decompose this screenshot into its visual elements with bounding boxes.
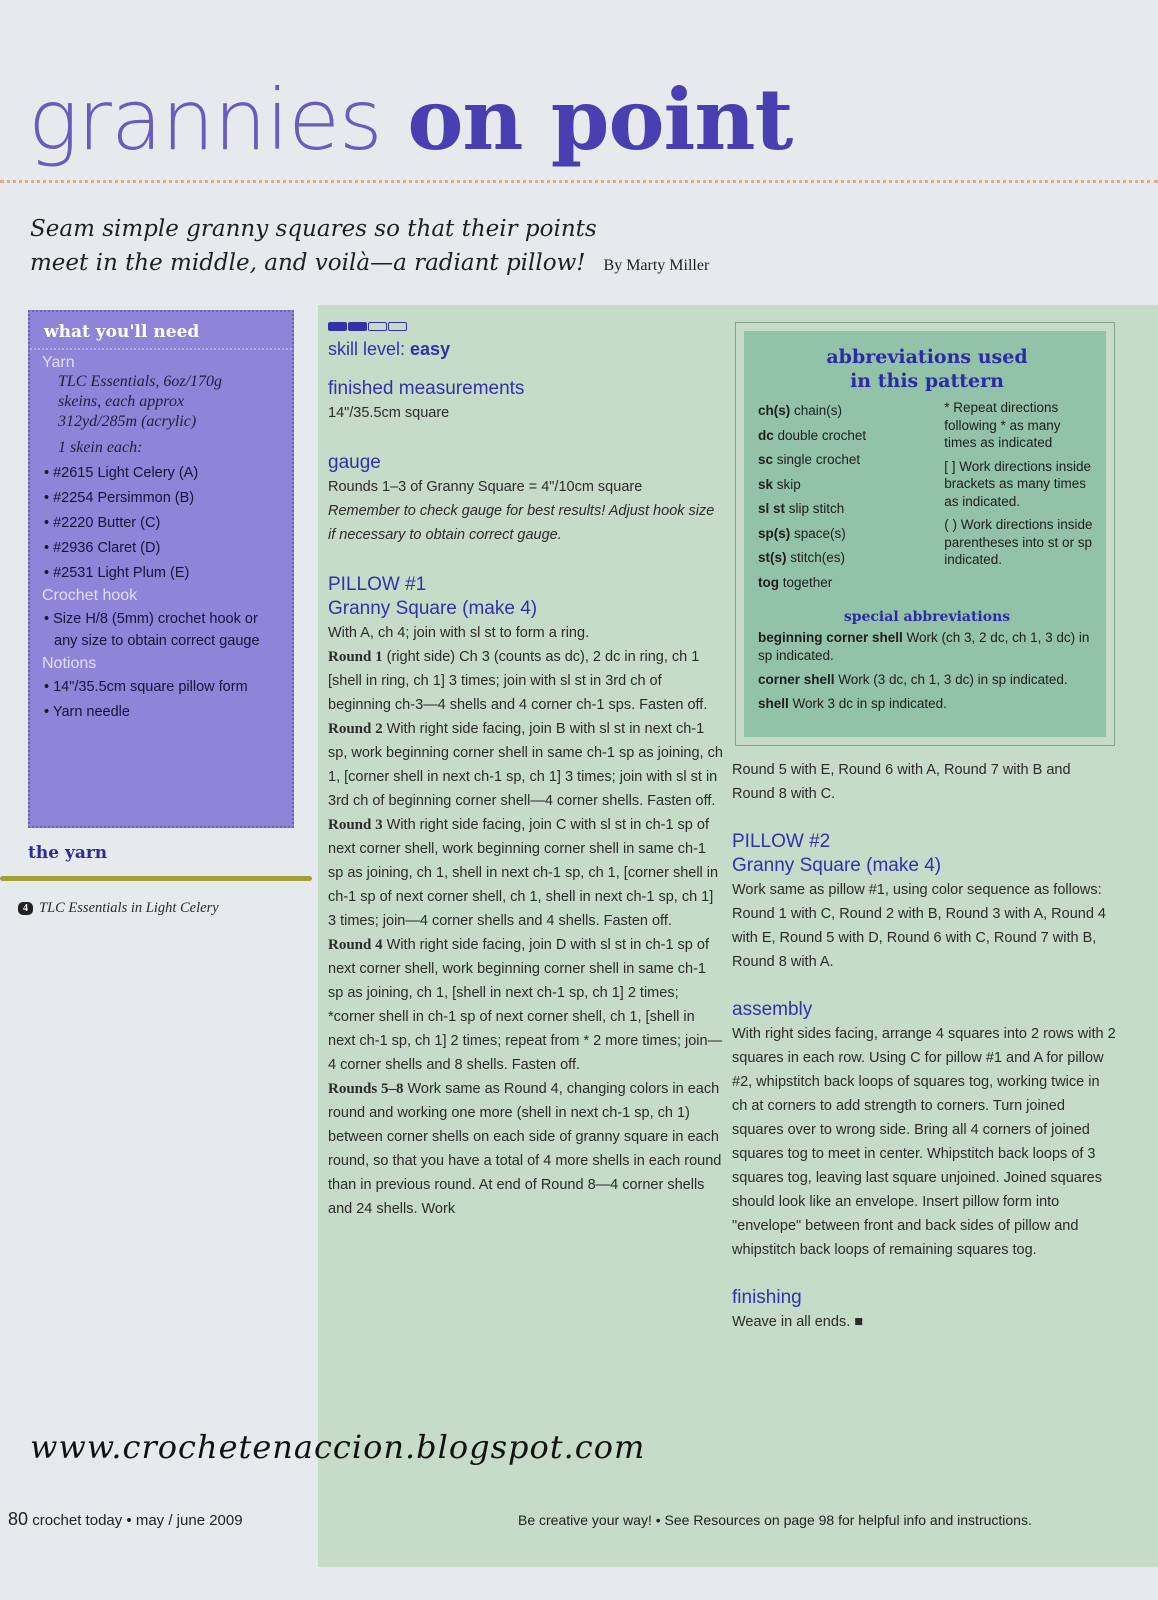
measurements-text: 14"/35.5cm square (328, 405, 450, 421)
yarn-note (18, 900, 219, 917)
round-1: Round 1 (right side) Ch 3 (counts as dc), 2 dc in ring, ch 1 [shell in ring, ch 1] 3 times; join with sl st in 3rd ch of beginning ch-3—4 shells and 4 corner ch-1 sps. Fasten off. (328, 649, 708, 713)
abbr-item: ch(s) chain(s) (758, 403, 843, 418)
finishing-text: Weave in all ends. ■ (732, 1314, 864, 1330)
notion-item: • Yarn needle (44, 704, 130, 720)
footer-left (8, 1509, 243, 1530)
pillow1-heading: PILLOW #1 (328, 574, 427, 595)
special-abbr-heading: special abbreviations (843, 609, 1011, 625)
yarn-desc: skeins, each approx (58, 393, 185, 410)
pattern-column-middle (328, 322, 723, 1221)
rounds-5-8: Rounds 5–8 Work same as Round 4, changing colors in each round and working one more (shell in next ch-1 sp, ch 1) between corner shells on each side of granny square in each round, so that you have a total of 4 more shells in each round than in previous round. At end of Round 8—4 corner shells and 24 shells. Work (328, 1081, 722, 1217)
yarn-heading: the yarn (28, 843, 108, 863)
color-item: • #2531 Light Plum (E) (44, 565, 190, 581)
skein-each: 1 skein each: (58, 439, 143, 456)
byline: By Marty Miller (603, 257, 710, 274)
round-2: Round 2 With right side facing, join B with sl st in next ch-1 sp, work beginning corner shell in same ch-1 sp as joining, ch 1, [corner shell in next ch-1 sp, ch 1] 3 times; join with sl st in 3rd ch of beginning corner shell—4 corner shells. Fasten off. (328, 721, 723, 809)
dek (30, 212, 709, 283)
color-item: • #2615 Light Celery (A) (44, 465, 199, 481)
title-bold: on point (407, 70, 793, 169)
abbr-note: [ ] Work directions inside brackets as many times as indicated. (944, 458, 1092, 509)
page-number: 80 (8, 1509, 29, 1529)
assembly-heading: assembly (732, 999, 813, 1020)
abbr-note: ( ) Work directions inside parentheses into st or sp indicated. (944, 517, 1093, 567)
yarn-note-text: TLC Essentials in Light Celery (39, 900, 219, 916)
color-item: • #2254 Persimmon (B) (44, 490, 195, 506)
round-3: Round 3 With right side facing, join C with sl st in ch-1 sp of next corner shell, work beginning corner shell in same ch-1 sp as joining, ch 1, shell in next ch-1 sp, ch 1, [corner shell in ch-1 sp of next corner shell, ch 1, shell in next ch-1 sp, ch 1] 3 times; join—4 corner shells and 4 shells. Fasten off. (328, 817, 719, 929)
abbreviations-heading: abbreviations used in this pattern (826, 346, 1028, 392)
title-light: grannies (28, 71, 382, 169)
special-abbr: beginning corner shell Work (ch 3, 2 dc, ch 1, 3 dc) in sp indicated. (758, 630, 1090, 663)
abbr-item: st(s) stitch(es) (758, 550, 846, 565)
measurements-heading: finished measurements (328, 378, 525, 399)
special-abbr: shell Work 3 dc in sp indicated. (758, 696, 947, 711)
yarn-weight-icon: 4 (18, 902, 33, 915)
hook-item: • Size H/8 (5mm) crochet hook or any size to obtain correct gauge (44, 611, 260, 649)
pillow1-continued: Round 5 with E, Round 6 with A, Round 7 with B and Round 8 with C. (732, 762, 1071, 802)
materials-heading: what you'll need (30, 322, 292, 350)
gauge-text: Rounds 1–3 of Granny Square = 4"/10cm square (328, 479, 643, 495)
abbr-item: sp(s) space(s) (758, 525, 846, 541)
magazine-issue: crochet today • may / june 2009 (32, 1512, 243, 1529)
page-title (28, 70, 793, 169)
dotted-divider (0, 180, 1158, 183)
pillow2-heading: PILLOW #2 (732, 831, 831, 852)
notion-item: • 14"/35.5cm square pillow form (44, 679, 248, 695)
skill-level-meter (328, 322, 723, 331)
pattern-column-right (732, 758, 1117, 1334)
footer-tagline: Be creative your way! • See Resources on page 98 for helpful info and instructions. (518, 1512, 1032, 1528)
special-abbr: corner shell Work (3 dc, ch 1, 3 dc) in sp indicated. (758, 672, 1068, 687)
color-item: • #2220 Butter (C) (44, 515, 161, 531)
finishing-heading: finishing (732, 1287, 802, 1308)
assembly-text: With right sides facing, arrange 4 squares into 2 rows with 2 squares in each row. Using C for pillow #1 and A for pillow #2, whipstitch back loops of squares tog, working twice in ch at corners to add strength to corners. Turn joined squares over to wrong side. Bring all 4 corners of joined squares tog to meet in center. Whipstitch back loops of 3 squares tog, leaving last square unjoined. Joined squares should look like an envelope. Insert pillow form into "envelope" between front and back sides of pillow and whipstitch back loops of remaining squares tog. (732, 1026, 1116, 1258)
pillow2-subheading: Granny Square (make 4) (732, 855, 942, 876)
yarn-label: Yarn (42, 354, 75, 371)
dek-line: Seam simple granny squares so that their points (30, 216, 597, 242)
skill-level: skill level: easy (328, 339, 451, 359)
yarn-desc: 312yd/285m (acrylic) (58, 413, 197, 430)
yarn-strand-divider (0, 876, 312, 881)
abbr-item: tog together (758, 574, 833, 590)
round-4: Round 4 With right side facing, join D with sl st in ch-1 sp of next corner shell, work beginning corner shell in same ch-1 sp as joining, ch 1, [shell in next ch-1 sp, ch 1] 2 times; *corner shell in ch-1 sp of next corner shell, ch 1, [shell in next ch-1 sp, ch 1] 2 times; repeat from * 2 more times; join—4 corner shells and 8 shells. Fasten off. (328, 937, 723, 1073)
gauge-heading: gauge (328, 452, 381, 473)
notions-label: Notions (42, 655, 97, 672)
pillow2-text: Work same as pillow #1, using color sequence as follows: Round 1 with C, Round 2 with B, Round 3 with A, Round 4 with E, Round 5 with D, Round 6 with C, Round 7 with B, Round 8 with A. (732, 882, 1106, 970)
abbreviations-box (735, 322, 1115, 746)
color-item: • #2936 Claret (D) (44, 540, 161, 556)
pillow1-intro: With A, ch 4; join with sl st to form a ring. (328, 625, 590, 641)
pillow1-subheading: Granny Square (make 4) (328, 598, 538, 619)
blog-watermark: www.crochetenaccion.blogspot.com (30, 1428, 646, 1466)
abbr-item: sl st slip stitch (758, 501, 845, 516)
hook-label: Crochet hook (42, 587, 138, 604)
materials-box (28, 310, 294, 828)
yarn-desc: TLC Essentials, 6oz/170g (58, 373, 223, 390)
abbr-item: sk skip (758, 476, 801, 492)
abbr-item: dc double crochet (758, 427, 867, 443)
abbr-note: * Repeat directions following * as many times as indicated (944, 400, 1061, 450)
dek-line: meet in the middle, and voilà—a radiant pillow! (30, 250, 586, 276)
gauge-note: Remember to check gauge for best results! Adjust hook size if necessary to obtain correct gauge. (328, 503, 715, 543)
abbr-item: sc single crochet (758, 452, 861, 467)
